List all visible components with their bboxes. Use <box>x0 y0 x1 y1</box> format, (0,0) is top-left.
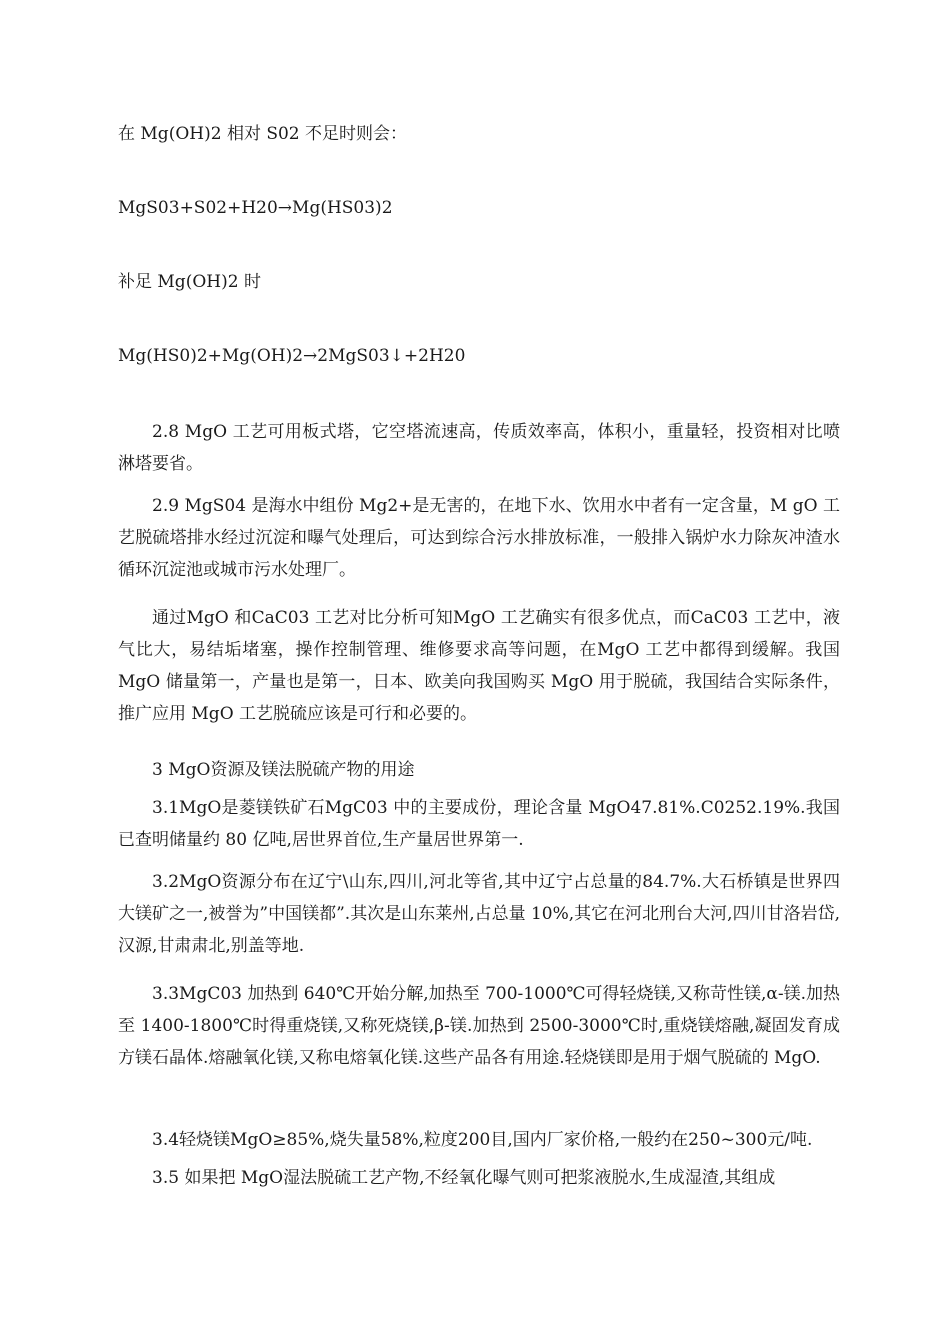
paragraph-3-3-text: 3.3MgC03 加热到 640℃开始分解,加热至 700-1000℃可得轻烧镁,又称苛性镁,α-镁.加热至 1400-1800℃时得重烧镁,又称死烧镁,β-镁.加热到 2500-3000℃时,重烧镁熔融,凝固发育成方镁石晶体.熔融氧化镁,又称电熔氧化镁.这些产品各有用途.轻烧镁即是用于烟气脱硫的 MgO. <box>118 984 840 1068</box>
paragraph-comparison <box>118 602 840 730</box>
paragraph-2-9 <box>118 490 840 586</box>
paragraph-2-8-text: 2.8 MgO 工艺可用板式塔，它空塔流速高，传质效率高，体积小，重量轻，投资相对比喷淋塔要省。 <box>118 422 840 474</box>
equation-condition-line: 在 Mg(OH)2 相对 S02 不足时则会： <box>118 124 408 144</box>
paragraph-3-3 <box>118 978 840 1074</box>
equation-condition-line-2: 补足 Mg(OH)2 时 <box>118 272 261 292</box>
section-heading-3-text: 3 MgO资源及镁法脱硫产物的用途 <box>152 760 415 780</box>
paragraph-comparison-text: 通过MgO 和CaC03 工艺对比分析可知MgO 工艺确实有很多优点，而CaC03 工艺中，液气比大，易结垢堵塞，操作控制管理、维修要求高等问题，在MgO 工艺中都得到缓解。我国 MgO 储量第一，产量也是第一，日本、欧美向我国购买 MgO 用于脱硫，我国结合实际条件，推广应用 MgO 工艺脱硫应该是可行和必要的。 <box>118 608 840 724</box>
equation-reaction-2: Mg(HS0)2+Mg(OH)2→2MgS03↓+2H20 <box>118 346 466 366</box>
equation-reaction-1: MgS03+S02+H20→Mg(HS03)2 <box>118 198 393 218</box>
paragraph-3-5 <box>118 1162 840 1194</box>
section-heading-3 <box>118 754 840 786</box>
paragraph-3-2-text: 3.2MgO资源分布在辽宁\山东,四川,河北等省,其中辽宁占总量的84.7%.大石桥镇是世界四大镁矿之一,被誉为”中国镁都”.其次是山东莱州,占总量 10%,其它在河北刑台大河,四川甘洛岩岱,汉源,甘肃肃北,别盖等地. <box>118 872 840 956</box>
paragraph-3-1-text: 3.1MgO是菱镁铁矿石MgC03 中的主要成份，理论含量 MgO47.81%.C0252.19%.我国已查明储量约 80 亿吨,居世界首位,生产量居世界第一. <box>118 798 840 850</box>
paragraph-3-2 <box>118 866 840 962</box>
paragraph-2-9-text: 2.9 MgS04 是海水中组份 Mg2+是无害的，在地下水、饮用水中者有一定含量，M gO 工艺脱硫塔排水经过沉淀和曝气处理后，可达到综合污水排放标准，一般排入锅炉水力除灰冲渣水循环沉淀池或城市污水处理厂。 <box>118 496 840 580</box>
paragraph-3-4-text: 3.4轻烧镁MgO≥85%,烧失量58%,粒度200目,国内厂家价格,一般约在250~300元/吨. <box>152 1130 813 1150</box>
paragraph-3-4 <box>118 1124 840 1156</box>
paragraph-3-5-text: 3.5 如果把 MgO湿法脱硫工艺产物,不经氧化曝气则可把浆液脱水,生成湿渣,其组成 <box>152 1168 776 1188</box>
paragraph-2-8 <box>118 416 840 480</box>
paragraph-3-1 <box>118 792 840 856</box>
